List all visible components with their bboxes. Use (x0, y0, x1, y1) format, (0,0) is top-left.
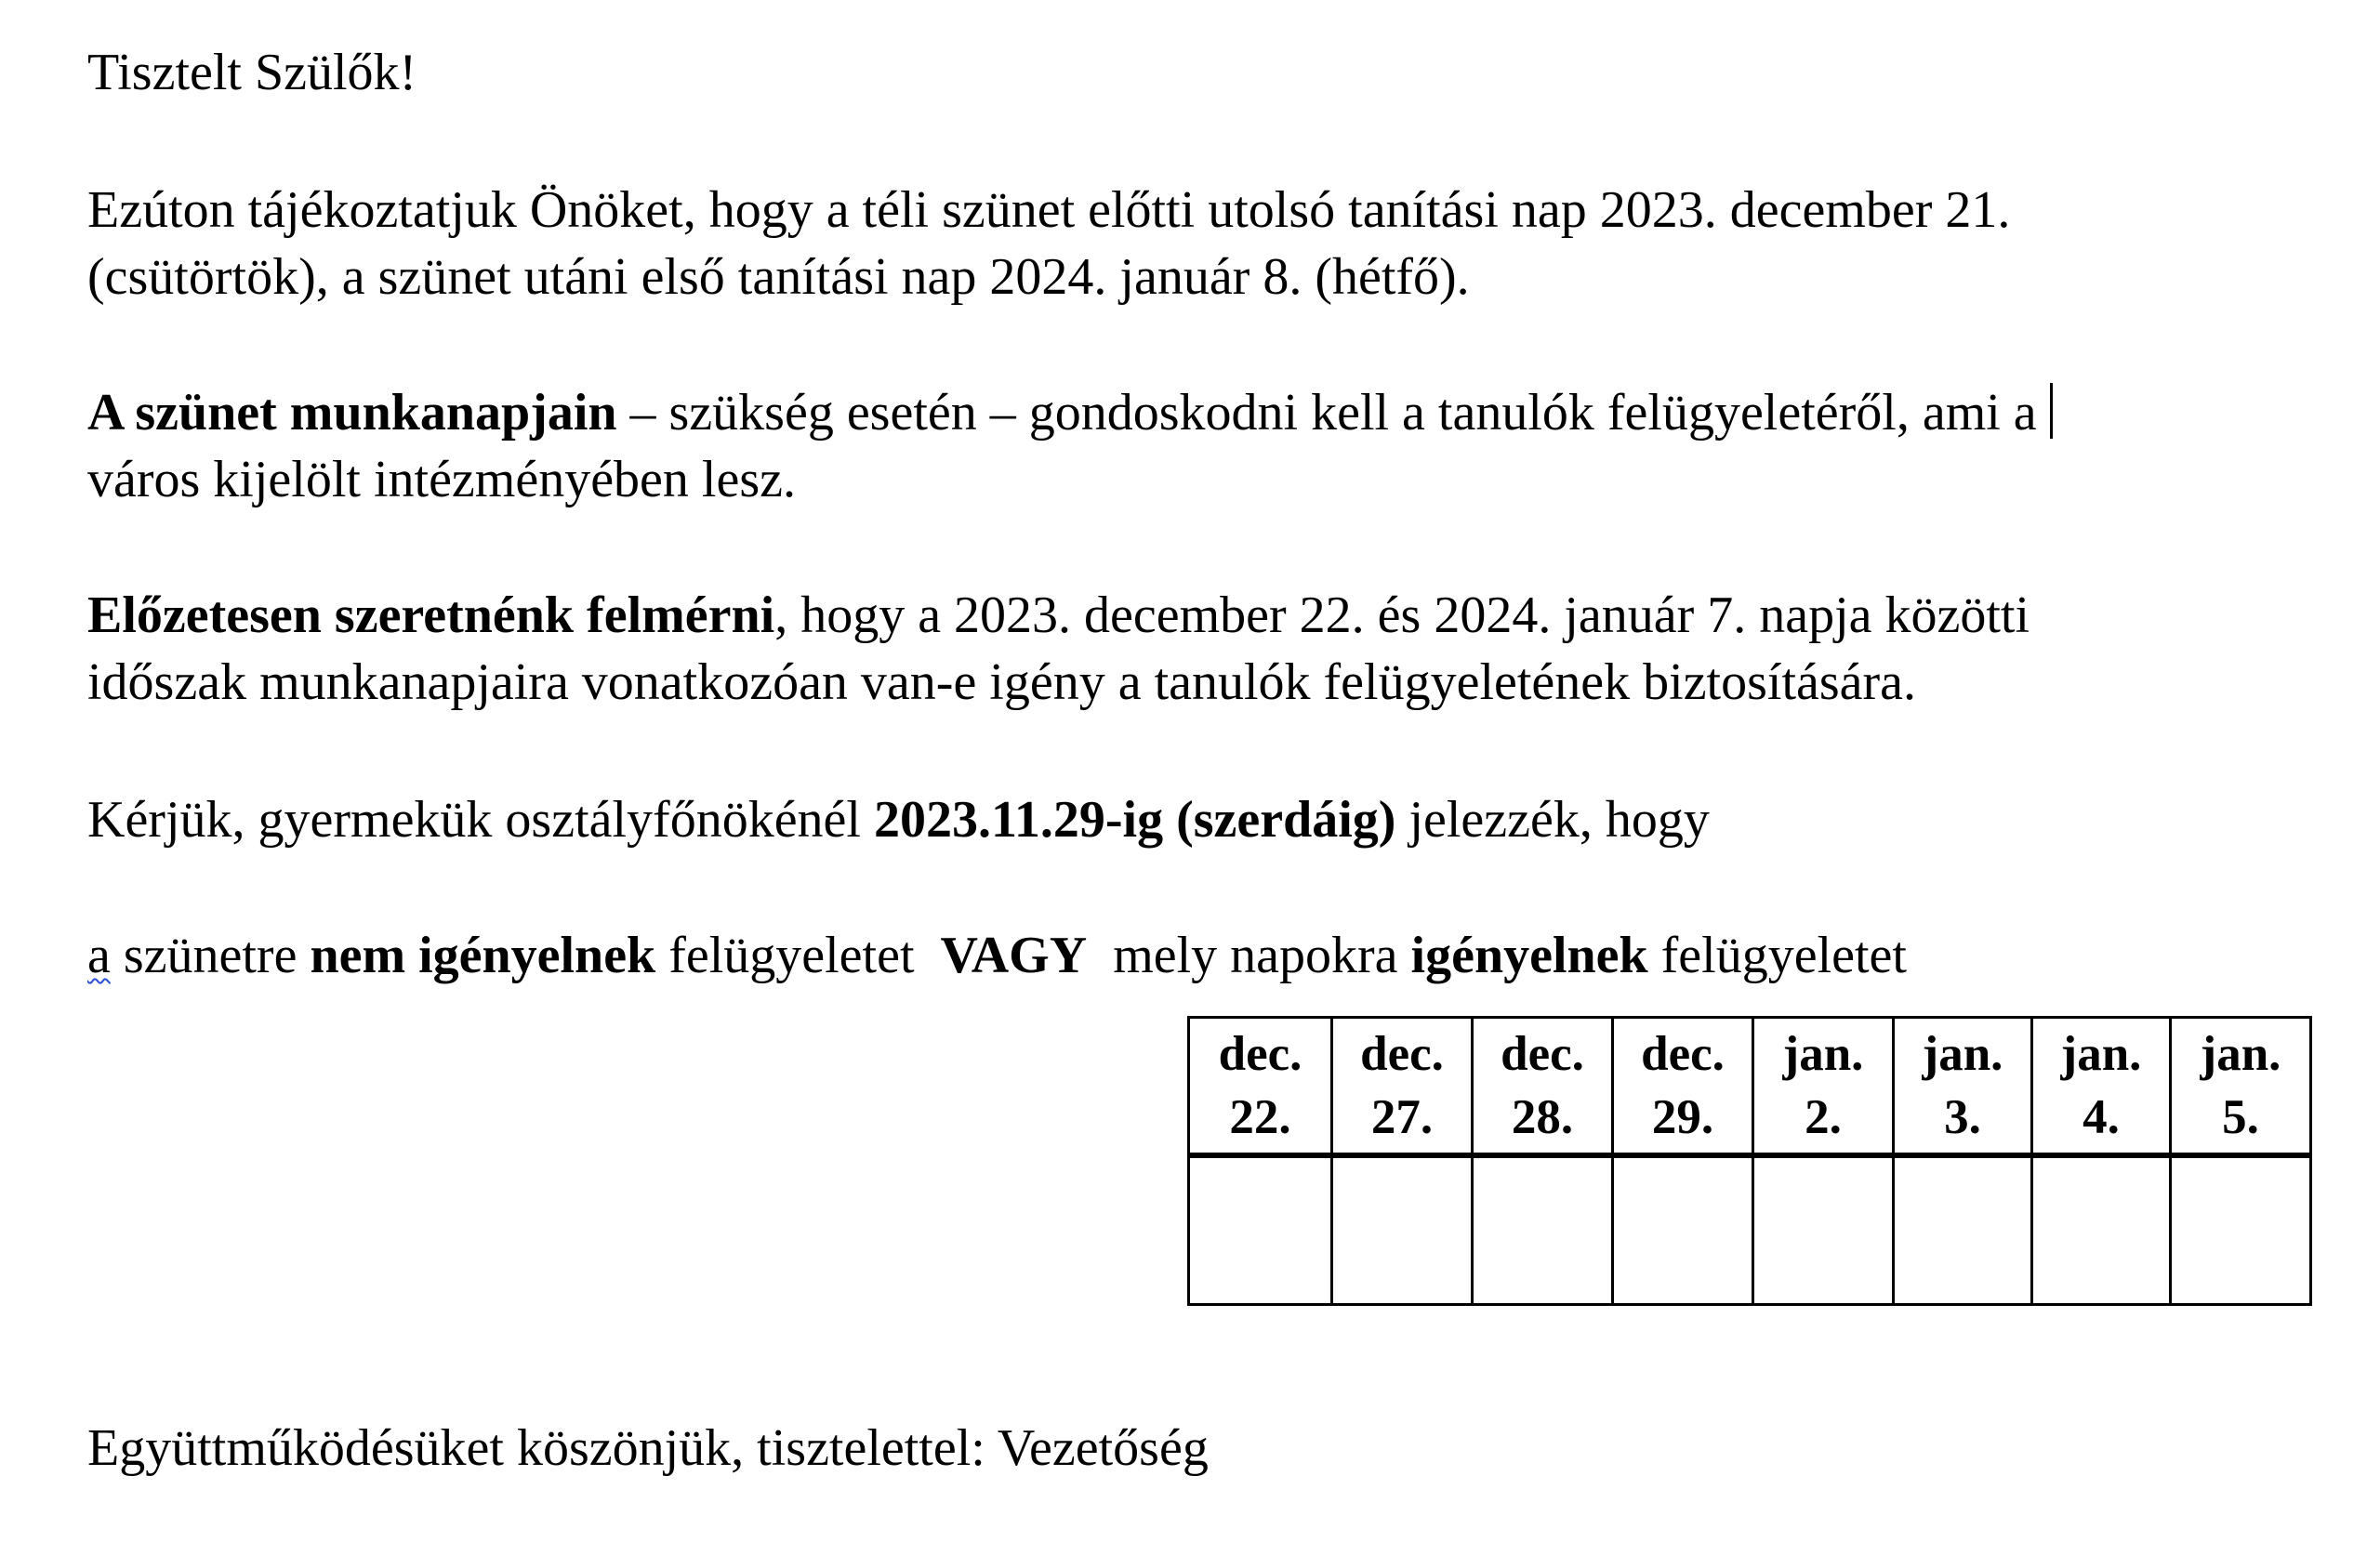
paragraph-3-bold-lead: Előzetesen szeretnénk felmérni (87, 586, 775, 644)
closing: Együttműködésüket köszönjük, tisztelettel: Vezetőség (87, 1419, 1209, 1477)
day-header (1189, 1018, 1332, 1156)
day-header-month: jan. (2060, 1027, 2142, 1081)
day-header-day: 3. (1944, 1090, 1981, 1144)
day-header-month: dec. (1641, 1027, 1725, 1081)
paragraph-3-line-2: időszak munkanapjaira vonatkozóan van-e igény a tanulók felügyeletének biztosítására. (87, 653, 1917, 711)
day-header-month: jan. (2200, 1027, 2281, 1081)
paragraph-4-part-1: Kérjük, gyermekük osztályfőnökénél (87, 791, 874, 849)
day-header-day: 4. (2082, 1090, 2120, 1144)
paragraph-2-rest: – szükség esetén – gondoskodni kell a tanulók felügyeletéről, ami a (616, 384, 2037, 441)
option-request-supervision: igényelnek (1410, 927, 1648, 984)
day-header-month: dec. (1501, 1027, 1584, 1081)
day-entry-cell[interactable] (1894, 1155, 2032, 1305)
table-header-row (1189, 1018, 2311, 1156)
day-header (1613, 1018, 1753, 1156)
option-no-supervision: nem igényelnek (310, 927, 656, 984)
day-header (1332, 1018, 1473, 1156)
day-header-month: dec. (1360, 1027, 1444, 1081)
paragraph-1-line-1: Ezúton tájékoztatjuk Önöket, hogy a téli szünet előtti utolsó tanítási nap 2023. december 21. (87, 181, 2011, 239)
day-header-month: jan. (1922, 1027, 2003, 1081)
day-header-day: 29. (1651, 1090, 1714, 1144)
day-header (2171, 1018, 2311, 1156)
spellcheck-flagged-word[interactable]: a (87, 927, 111, 984)
paragraph-2-bold-lead: A szünet munkanapjain (87, 384, 617, 441)
day-header-day: 22. (1229, 1090, 1291, 1144)
paragraph-4-part-2: jelezzék, hogy (1395, 791, 1710, 849)
paragraph-3-line-1 (87, 582, 2030, 649)
day-entry-cell[interactable] (1613, 1155, 1753, 1305)
paragraph-1-line-2: (csütörtök), a szünet utáni első tanítási nap 2024. január 8. (hétfő). (87, 248, 1470, 306)
day-entry-cell[interactable] (2032, 1155, 2171, 1305)
day-entry-cell[interactable] (1753, 1155, 1894, 1305)
options-text-4: felügyeletet (1647, 927, 1907, 984)
day-header-month: dec. (1218, 1027, 1302, 1081)
day-header (1894, 1018, 2032, 1156)
deadline-date: 2023.11.29-ig (szerdáig) (873, 791, 1396, 849)
text-cursor (2050, 383, 2053, 439)
day-entry-cell[interactable] (1473, 1155, 1613, 1305)
table-entry-row (1189, 1155, 2311, 1305)
day-header (1473, 1018, 1613, 1156)
greeting: Tisztelt Szülők! (87, 44, 417, 101)
day-entry-cell[interactable] (2171, 1155, 2311, 1305)
day-header-month: jan. (1782, 1027, 1864, 1081)
options-text-1: szünetre (110, 927, 311, 984)
day-header-day: 5. (2222, 1090, 2259, 1144)
paragraph-3-rest: , hogy a 2023. december 22. és 2024. január 7. napja közötti (774, 586, 2030, 644)
day-entry-cell[interactable] (1332, 1155, 1473, 1305)
paragraph-2-line-2: város kijelölt intézményében lesz. (87, 451, 796, 508)
options-text-3: mely napokra (1087, 927, 1411, 984)
day-header-day: 2. (1805, 1090, 1842, 1144)
options-text-2: felügyeletet (655, 927, 941, 984)
day-header-day: 28. (1511, 1090, 1574, 1144)
paragraph-4 (87, 786, 1710, 853)
options-line (87, 922, 1907, 989)
day-entry-cell[interactable] (1189, 1155, 1332, 1305)
day-header (1753, 1018, 1894, 1156)
supervision-days-table (1187, 1016, 2312, 1306)
day-header (2032, 1018, 2171, 1156)
paragraph-2-line-1 (87, 379, 2053, 446)
day-header-day: 27. (1370, 1090, 1434, 1144)
option-or-separator: VAGY (940, 927, 1088, 984)
